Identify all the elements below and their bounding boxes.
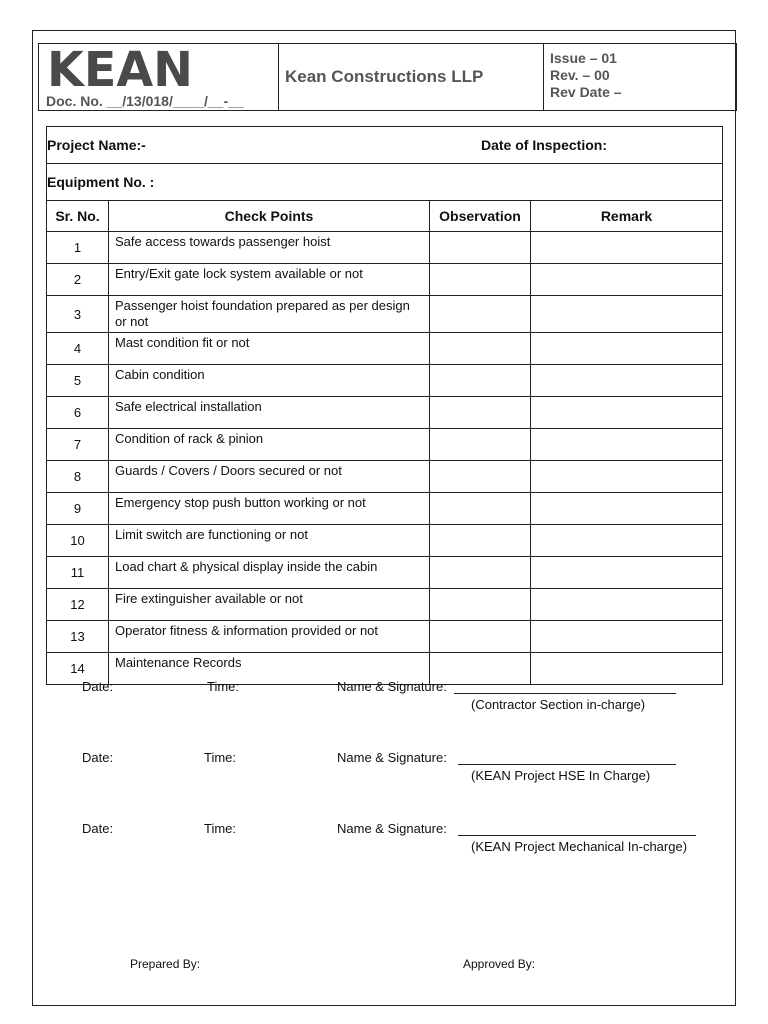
remark-cell[interactable] [531,397,723,429]
issue-number: Issue – 01 [550,50,617,66]
remark-cell[interactable] [531,333,723,365]
observation-cell[interactable] [430,525,531,557]
revision-block [544,44,736,110]
doc-number: Doc. No. __/13/018/____/__-__ [46,93,244,109]
observation-cell[interactable] [430,493,531,525]
col-header-check-points: Check Points [109,201,430,232]
table-row [47,397,723,429]
table-row [47,296,723,333]
check-point-cell: Cabin condition [109,365,430,397]
check-point-cell: Mast condition fit or not [109,333,430,365]
observation-cell[interactable] [430,557,531,589]
sig-time-2: Time: [204,750,237,765]
table-header-row [47,201,723,232]
remark-cell[interactable] [531,365,723,397]
observation-cell[interactable] [430,589,531,621]
sr-cell: 12 [47,589,109,621]
sr-cell: 4 [47,333,109,365]
inspection-table [46,126,723,685]
sig-time-3: Time: [204,821,237,836]
remark-cell[interactable] [531,621,723,653]
sig-date-2: Date: [82,750,114,765]
approved-by-label: Approved By: [463,957,536,971]
sr-cell: 9 [47,493,109,525]
prepared-by-label: Prepared By: [130,957,201,971]
sig-date-3: Date: [82,821,114,836]
sr-cell: 1 [47,232,109,264]
observation-cell[interactable] [430,429,531,461]
observation-cell[interactable] [430,296,531,333]
revision-date: Rev Date – [550,84,622,100]
check-point-cell: Fire extinguisher available or not [109,589,430,621]
sig-role-1: (Contractor Section in-charge) [471,697,646,712]
check-point-cell: Entry/Exit gate lock system available or not [109,264,430,296]
table-row [47,589,723,621]
name-signature-label: Name & Signature: [337,821,447,836]
col-header-remark: Remark [531,201,723,232]
sr-cell: 14 [47,653,109,685]
table-row [47,365,723,397]
remark-cell[interactable] [531,429,723,461]
logo-cell [39,44,279,110]
logo-text: KEAN [47,46,193,92]
table-row [47,621,723,653]
signature-line[interactable] [458,764,676,765]
company-name: Kean Constructions LLP [279,44,544,110]
remark-cell[interactable] [531,525,723,557]
table-row [47,232,723,264]
kean-logo [47,46,197,92]
sr-cell: 6 [47,397,109,429]
sr-cell: 8 [47,461,109,493]
sig-role-2: (KEAN Project HSE In Charge) [471,768,651,783]
sr-cell: 13 [47,621,109,653]
sig-name-1 [337,679,676,694]
sr-cell: 3 [47,296,109,333]
col-header-sr: Sr. No. [47,201,109,232]
project-name-label: Project Name:- [47,137,146,153]
check-point-cell: Condition of rack & pinion [109,429,430,461]
document-header [38,43,737,111]
table-body [47,232,723,685]
observation-cell[interactable] [430,621,531,653]
remark-cell[interactable] [531,493,723,525]
observation-cell[interactable] [430,333,531,365]
date-of-inspection-label: Date of Inspection: [480,137,607,153]
table-row [47,429,723,461]
sr-cell: 7 [47,429,109,461]
remark-cell[interactable] [531,461,723,493]
signature-line[interactable] [454,693,676,694]
check-point-cell: Maintenance Records [109,653,430,685]
sig-time-1: Time: [207,679,240,694]
sig-name-2 [337,750,676,765]
remark-cell[interactable] [531,264,723,296]
sig-name-3 [337,821,696,836]
remark-cell[interactable] [531,232,723,264]
revision-number: Rev. – 00 [550,67,610,83]
equipment-row [47,164,723,201]
observation-cell[interactable] [430,365,531,397]
project-row [47,127,723,164]
check-point-cell: Passenger hoist foundation prepared as per design or not [109,296,430,333]
equipment-label: Equipment No. : [47,164,723,201]
observation-cell[interactable] [430,397,531,429]
table-row [47,525,723,557]
table-row [47,493,723,525]
table-row [47,557,723,589]
remark-cell[interactable] [531,296,723,333]
sr-cell: 11 [47,557,109,589]
sr-cell: 10 [47,525,109,557]
table-row [47,264,723,296]
check-point-cell: Emergency stop push button working or not [109,493,430,525]
sig-date-1: Date: [82,679,114,694]
sig-role-3: (KEAN Project Mechanical In-charge) [471,839,688,854]
observation-cell[interactable] [430,461,531,493]
table-row [47,333,723,365]
check-point-cell: Guards / Covers / Doors secured or not [109,461,430,493]
sr-cell: 2 [47,264,109,296]
remark-cell[interactable] [531,589,723,621]
name-signature-label: Name & Signature: [337,750,447,765]
check-point-cell: Limit switch are functioning or not [109,525,430,557]
table-row [47,461,723,493]
sr-cell: 5 [47,365,109,397]
check-point-cell: Load chart & physical display inside the cabin [109,557,430,589]
check-point-cell: Operator fitness & information provided or not [109,621,430,653]
remark-cell[interactable] [531,557,723,589]
check-point-cell: Safe electrical installation [109,397,430,429]
check-point-cell: Safe access towards passenger hoist [109,232,430,264]
observation-cell[interactable] [430,232,531,264]
signature-line[interactable] [458,835,696,836]
name-signature-label: Name & Signature: [337,679,447,694]
observation-cell[interactable] [430,264,531,296]
col-header-observation: Observation [430,201,531,232]
